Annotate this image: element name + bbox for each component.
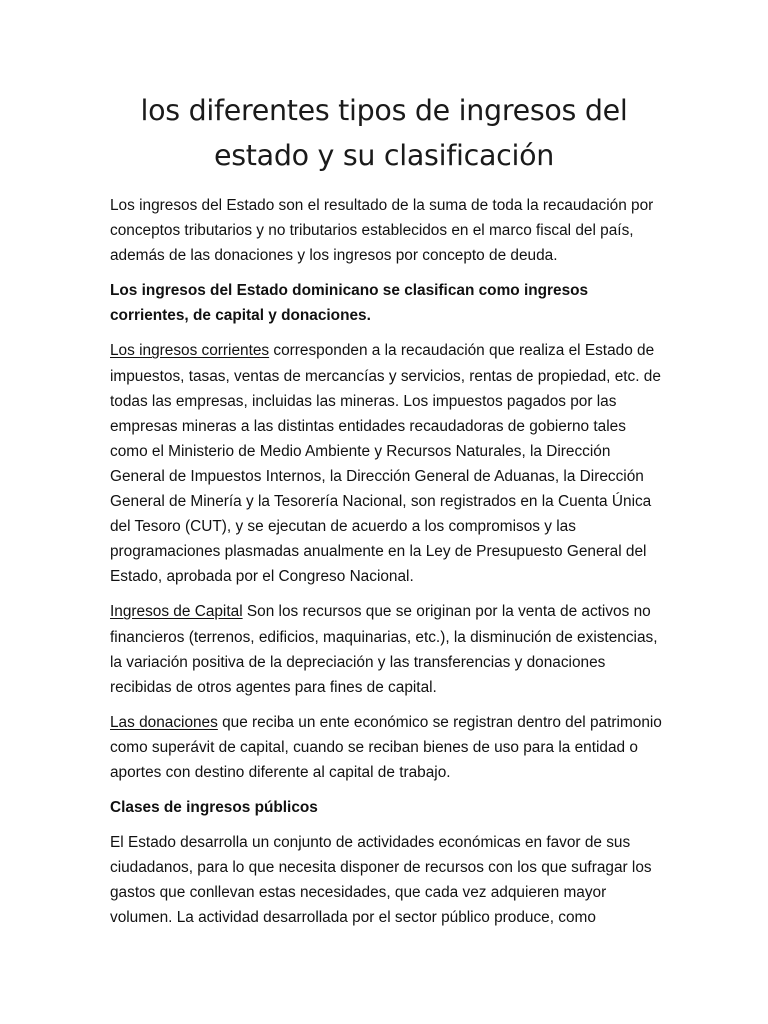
paragraph-current-income [110,338,662,589]
paragraph-classification: Los ingresos del Estado dominicano se clasifican como ingresos corrientes, de capital y donaciones. [110,282,589,325]
paragraph-donations [110,710,662,785]
current-income-term: Los ingresos corrientes [110,342,270,360]
document-title: los diferentes tipos de ingresos del estado y su clasificación [140,94,628,172]
current-income-text: corresponden a la recaudación que realiza el Estado de impuestos, tasas, ventas de mercancías y servicios, rentas de propiedad, etc. de todas las empresas, incluidas las mineras. Los impuestos pagados por las empresas mineras a las distintas entidades recaudadoras de gobierno tales como el Ministerio de Medio Ambiente y Recursos Naturales, la Dirección General de Impuestos Internos, la Dirección General de Aduanas, la Dirección General de Minería y la Tesorería Nacional, son registrados en la Cuenta Única del Tesoro (CUT), y se ejecutan de acuerdo a los compromisos y las programaciones plasmadas anualmente en la Ley de Presupuesto General del Estado, aprobada por el Congreso Nacional. [110,342,661,586]
paragraph-capital-income [110,599,662,699]
donations-term: Las donaciones [110,713,218,731]
capital-income-text: Son los recursos que se originan por la venta de activos no financieros (terrenos, edificios, maquinarias, etc.), la disminución de existencias, la variación positiva de la depreciación y las transferencias y donaciones recibidas de otros agentes para fines de capital. [110,603,658,696]
capital-income-term: Ingresos de Capital [110,603,243,621]
donations-text: que reciba un ente económico se registran dentro del patrimonio como superávit de capital, cuando se reciban bienes de uso para la entidad o aportes con destino diferente al capital de trabajo. [110,713,662,781]
paragraph-public-income: El Estado desarrolla un conjunto de actividades económicas en favor de sus ciudadanos, para lo que necesita disponer de recursos con los que sufragar los gastos que conllevan estas necesidades, que cada vez adquieren mayor volumen. La actividad desarrollada por el sector público produce, como [110,834,652,927]
section-heading-public-income: Clases de ingresos públicos [110,799,318,817]
paragraph-intro: Los ingresos del Estado son el resultado de la suma de toda la recaudación por conceptos tributarios y no tributarios establecidos en el marco fiscal del país, además de las donaciones y los ingresos por concepto de deuda. [110,197,654,265]
document-body [110,193,662,941]
